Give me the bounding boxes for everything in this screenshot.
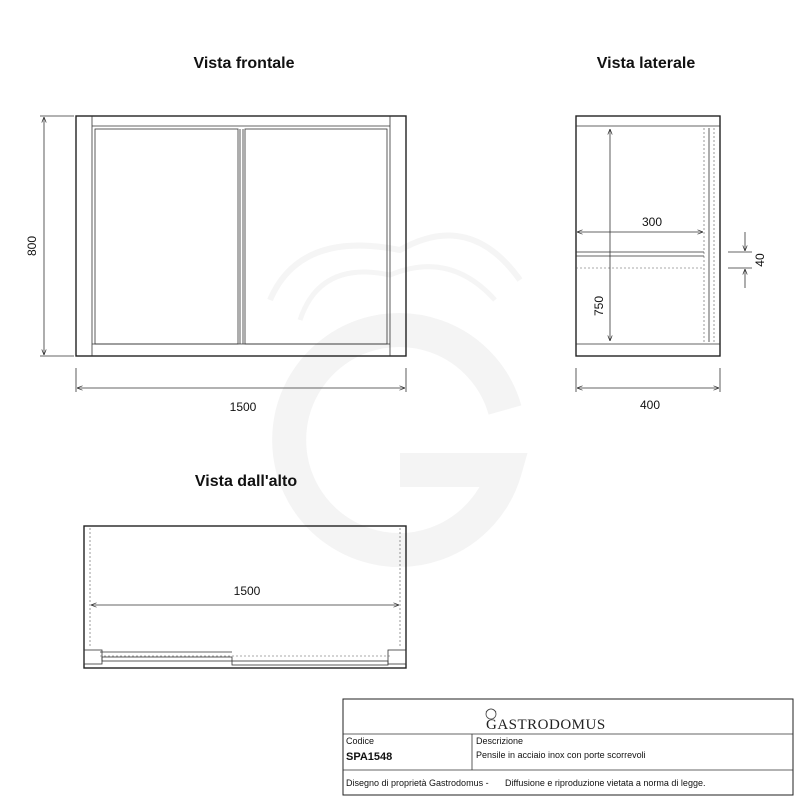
top-door-left: [102, 657, 232, 661]
side-depth-label: 400: [639, 398, 661, 412]
front-width-label: 1500: [229, 400, 257, 414]
front-door-left: [95, 129, 238, 344]
side-inner-depth-label: 300: [641, 215, 663, 229]
top-view-title: Vista dall'alto: [194, 473, 298, 490]
side-shelf-label: 40: [753, 253, 767, 267]
description-header: Descrizione: [476, 736, 524, 746]
front-view-title: Vista frontale: [193, 55, 295, 72]
side-view: [576, 55, 767, 412]
top-width-label: 1500: [233, 584, 261, 598]
brand-name: GASTRODOMUS: [486, 717, 606, 733]
top-view: [84, 473, 406, 668]
top-door-right: [232, 661, 388, 665]
gastrodomus-logo: [486, 709, 606, 733]
footer-left-text: Disegno di proprietà Gastrodomus -: [346, 778, 489, 788]
front-door-right: [245, 129, 387, 344]
title-block: [343, 699, 793, 795]
footer-right-text: Diffusione e riproduzione vietata a norma di legge.: [505, 778, 706, 788]
description-value: Pensile in acciaio inox con porte scorrevoli: [476, 750, 646, 760]
side-view-title: Vista laterale: [596, 55, 696, 72]
side-outer-frame: [576, 116, 720, 356]
front-outer-frame: [76, 116, 406, 356]
front-height-label: 800: [25, 235, 39, 257]
code-value: SPA1548: [346, 751, 393, 763]
watermark-logo: [270, 235, 520, 550]
code-header: Codice: [346, 736, 375, 746]
side-height-label: 750: [592, 295, 606, 317]
